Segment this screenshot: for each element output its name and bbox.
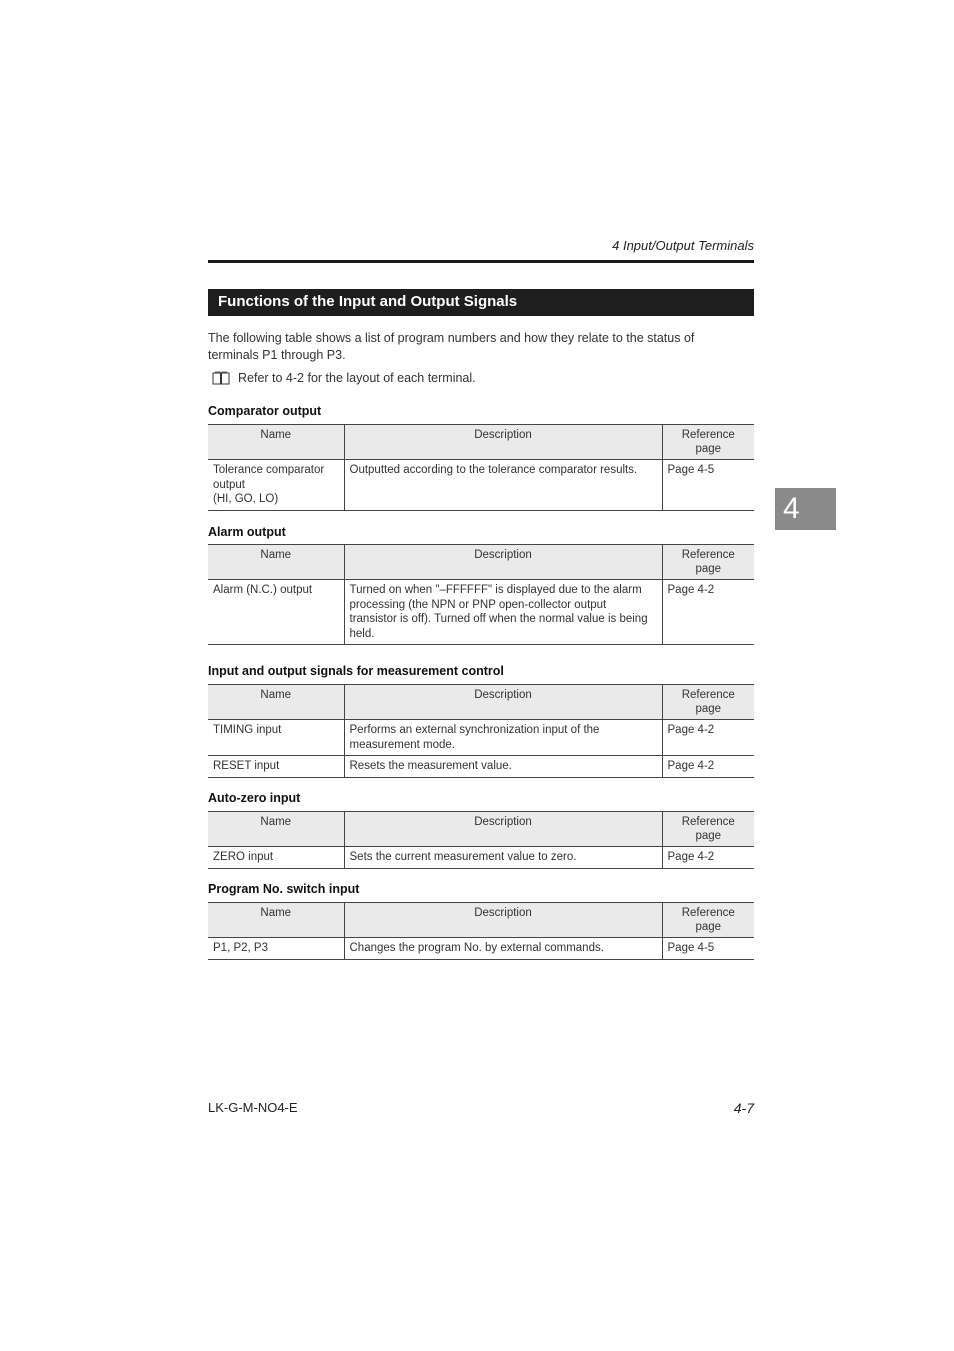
cell-name-line: Tolerance comparator — [213, 464, 325, 476]
cell-reference-page: Page 4-5 — [662, 938, 754, 960]
reference-note — [212, 371, 476, 385]
cell-name-line: output — [213, 478, 245, 491]
column-header-reference — [662, 812, 754, 847]
cell-description — [344, 460, 662, 511]
table-row — [208, 938, 754, 960]
cell-description-line: Turned on when "–FFFFFF" is displayed due to the alarm — [349, 584, 642, 596]
cell-name-line: ZERO input — [213, 851, 274, 863]
intro-paragraph: The following table shows a list of program numbers and how they relate to the status of terminals P1 through P3. — [208, 331, 695, 362]
column-header-reference-line: page — [695, 443, 722, 455]
table-heading: Auto-zero input — [208, 791, 301, 805]
cell-description-line: held. — [349, 627, 375, 640]
table-header-row — [208, 812, 754, 847]
table-row — [208, 460, 754, 511]
header-rule — [208, 260, 754, 263]
table-header-row — [208, 903, 754, 938]
column-header-name: Name — [208, 545, 344, 580]
cell-description-line: processing (the NPN or PNP open-collector output — [349, 598, 607, 611]
cell-reference-page: Page 4-2 — [662, 756, 754, 778]
cell-name-line: RESET input — [213, 760, 280, 772]
cell-description — [344, 580, 662, 645]
column-header-description: Description — [344, 425, 662, 460]
signal-table — [208, 544, 754, 645]
cell-description — [344, 720, 662, 756]
column-header-reference — [662, 903, 754, 938]
signal-table — [208, 902, 754, 960]
cell-name-line: P1, P2, P3 — [213, 942, 268, 954]
column-header-name: Name — [208, 685, 344, 720]
cell-name — [208, 580, 344, 645]
table-heading: Comparator output — [208, 404, 322, 418]
column-header-description: Description — [344, 812, 662, 847]
column-header-name: Name — [208, 903, 344, 938]
column-header-reference-line: page — [695, 921, 722, 933]
column-header-reference-line: Reference — [681, 816, 735, 828]
column-header-reference — [662, 545, 754, 580]
cell-name — [208, 460, 344, 511]
table-heading: Input and output signals for measurement control — [208, 664, 504, 678]
cell-name-line: Alarm (N.C.) output — [213, 584, 313, 596]
running-header: 4 Input/Output Terminals — [612, 238, 754, 253]
signal-table — [208, 811, 754, 869]
table-row — [208, 847, 754, 869]
column-header-reference — [662, 425, 754, 460]
cell-description — [344, 938, 662, 960]
footer-doc-id: LK-G-M-NO4-E — [208, 1100, 298, 1115]
cell-name — [208, 847, 344, 869]
column-header-reference-line: page — [695, 830, 722, 842]
column-header-reference-line: Reference — [681, 689, 735, 701]
cell-reference-page: Page 4-2 — [662, 720, 754, 756]
column-header-description: Description — [344, 903, 662, 938]
signal-table — [208, 424, 754, 511]
column-header-reference-line: Reference — [681, 549, 735, 561]
column-header-description: Description — [344, 545, 662, 580]
table-header-row — [208, 545, 754, 580]
cell-reference-page: Page 4-2 — [662, 847, 754, 869]
column-header-reference-line: page — [695, 703, 722, 715]
cell-description-line: Performs an external synchronization input of the — [349, 724, 600, 736]
cell-name — [208, 938, 344, 960]
table-row — [208, 580, 754, 645]
cell-description-line: transistor is off). Turned off when the normal value is being — [349, 613, 648, 625]
cell-name-line: (HI, GO, LO) — [213, 493, 279, 505]
cell-name — [208, 720, 344, 756]
table-header-row — [208, 685, 754, 720]
cell-description-line: Outputted according to the tolerance comparator results. — [349, 464, 638, 476]
cell-name-line: TIMING input — [213, 724, 282, 736]
table-heading: Alarm output — [208, 525, 286, 539]
chapter-tab: 4 — [775, 488, 836, 530]
cell-name — [208, 756, 344, 778]
cell-description-line: Sets the current measurement value to zero. — [349, 851, 577, 863]
reference-note-text: Refer to 4-2 for the layout of each terminal. — [238, 371, 476, 385]
table-row — [208, 720, 754, 756]
table-header-row — [208, 425, 754, 460]
column-header-reference-line: page — [695, 563, 722, 575]
table-row — [208, 756, 754, 778]
cell-description — [344, 756, 662, 778]
cell-description-line: Changes the program No. by external commands. — [349, 942, 604, 954]
section-title: Functions of the Input and Output Signals — [208, 289, 754, 316]
signal-table — [208, 684, 754, 778]
cell-description — [344, 847, 662, 869]
cell-reference-page: Page 4-2 — [662, 580, 754, 645]
column-header-name: Name — [208, 425, 344, 460]
cell-description-line: Resets the measurement value. — [349, 760, 512, 772]
column-header-description: Description — [344, 685, 662, 720]
cell-description-line: measurement mode. — [349, 738, 455, 751]
table-heading: Program No. switch input — [208, 882, 360, 896]
column-header-name: Name — [208, 812, 344, 847]
book-icon — [212, 371, 230, 385]
column-header-reference — [662, 685, 754, 720]
cell-reference-page: Page 4-5 — [662, 460, 754, 511]
column-header-reference-line: Reference — [681, 429, 735, 441]
footer-page-number: 4-7 — [733, 1100, 754, 1116]
column-header-reference-line: Reference — [681, 907, 735, 919]
